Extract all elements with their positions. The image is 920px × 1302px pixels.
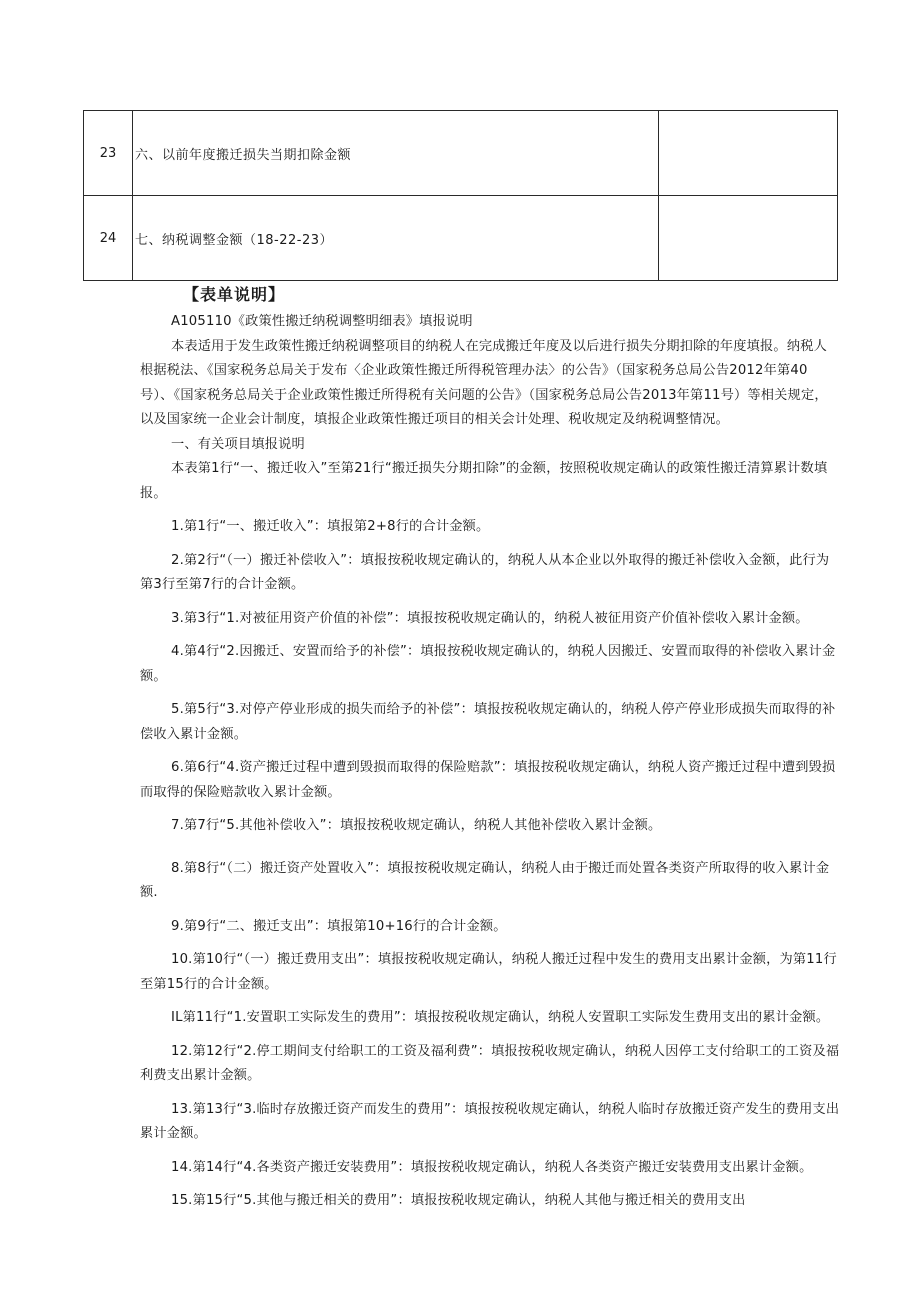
row-item: 六、以前年度搬迁损失当期扣除金额: [133, 111, 659, 196]
row-amount: [659, 111, 838, 196]
row-number: 23: [84, 111, 133, 196]
paragraph: 10.第10行“（一）搬迁费用支出”：填报按税收规定确认，纳税人搬迁过程中发生的费用支出累计金额，为第11行至第15行的合计金额。: [140, 952, 837, 992]
paragraph: 2.第2行“（一）搬迁补偿收入”：填报按税收规定确认的，纳税人从本企业以外取得的搬迁补偿收入金额，此行为第3行至第7行的合计金额。: [140, 552, 830, 592]
paragraph: 13.第13行“3.临时存放搬迁资产而发生的费用”：填报按税收规定确认，纳税人临时存放搬迁资产发生的费用支出累计金额。: [140, 1101, 840, 1141]
paragraph: 5.第5行“3.对停产停业形成的损失而给予的补偿”：填报按税收规定确认的，纳税人停产停业形成损失而取得的补偿收入累计金额。: [140, 702, 836, 742]
paragraph: 8.第8行“（二）搬迁资产处置收入”：填报按税收规定确认，纳税人由于搬迁而处置各类资产所取得的收入累计金额.: [140, 860, 830, 900]
paragraph: 本表第1行“一、搬迁收入”至第21行“搬迁损失分期扣除”的金额，按照税收规定确认的政策性搬迁清算累计数填报。: [140, 461, 828, 501]
paragraph: 14.第14行“4.各类资产搬迁安装费用”：填报按税收规定确认，纳税人各类资产搬迁安装费用支出累计金额。: [171, 1159, 813, 1175]
section-heading: 【表单说明】: [183, 285, 286, 304]
row-amount: [659, 196, 838, 281]
paragraph: 4.第4行“2.因搬迁、安置而给予的补偿”：填报按税收规定确认的，纳税人因搬迁、安置而取得的补偿收入累计金额。: [140, 644, 836, 684]
row-item: 七、纳税调整金额（18-22-23）: [133, 196, 659, 281]
table-row: [84, 196, 838, 281]
paragraph: 3.第3行“1.对被征用资产价值的补偿”：填报按税收规定确认的，纳税人被征用资产价值补偿收入累计金额。: [171, 610, 809, 626]
paragraph: 12.第12行“2.停工期间支付给职工的工资及福利费”：填报按税收规定确认，纳税人因停工支付给职工的工资及福利费支出累计金额。: [140, 1043, 840, 1083]
subsection-heading: 一、有关项目填报说明: [171, 436, 305, 452]
table-row: [84, 111, 838, 196]
paragraph: 7.第7行“5.其他补偿收入”：填报按税收规定确认，纳税人其他补偿收入累计金额。: [171, 818, 662, 833]
paragraph: IL第11行“1.安置职工实际发生的费用”：填报按税收规定确认，纳税人安置职工实际发生费用支出的累计金额。: [171, 1010, 830, 1025]
form-title: A105110《政策性搬迁纳税调整明细表》填报说明: [171, 314, 473, 329]
paragraph: 15.第15行“5.其他与搬迁相关的费用”：填报按税收规定确认，纳税人其他与搬迁相关的费用支出: [171, 1193, 746, 1208]
paragraph: 6.第6行“4.资产搬迁过程中遭到毁损而取得的保险赔款”：填报按税收规定确认，纳税人资产搬迁过程中遭到毁损而取得的保险赔款收入累计金额。: [140, 760, 836, 800]
adjustment-table: [83, 110, 838, 281]
paragraph: 本表适用于发生政策性搬迁纳税调整项目的纳税人在完成搬迁年度及以后进行损失分期扣除的年度填报。纳税人根据税法、《国家税务总局关于发布〈企业政策性搬迁所得税管理办法〉的公告》（国家税务总局公告2012年第40号）、《国家税务总局关于企业政策性搬迁所得税有关问题的公告》（国家税务总局公告2013年第11号）等相关规定，以及国家统一企业会计制度，填报企业政策性搬迁项目的相关会计处理、税收规定及纳税调整情况。: [140, 338, 828, 427]
instructions-body: [140, 310, 840, 1214]
paragraph: 9.第9行“二、搬迁支出”：填报第10+16行的合计金额。: [171, 918, 507, 934]
paragraph: 1.第1行“一、搬迁收入”：填报第2+8行的合计金额。: [171, 519, 490, 534]
row-number: 24: [84, 196, 133, 281]
